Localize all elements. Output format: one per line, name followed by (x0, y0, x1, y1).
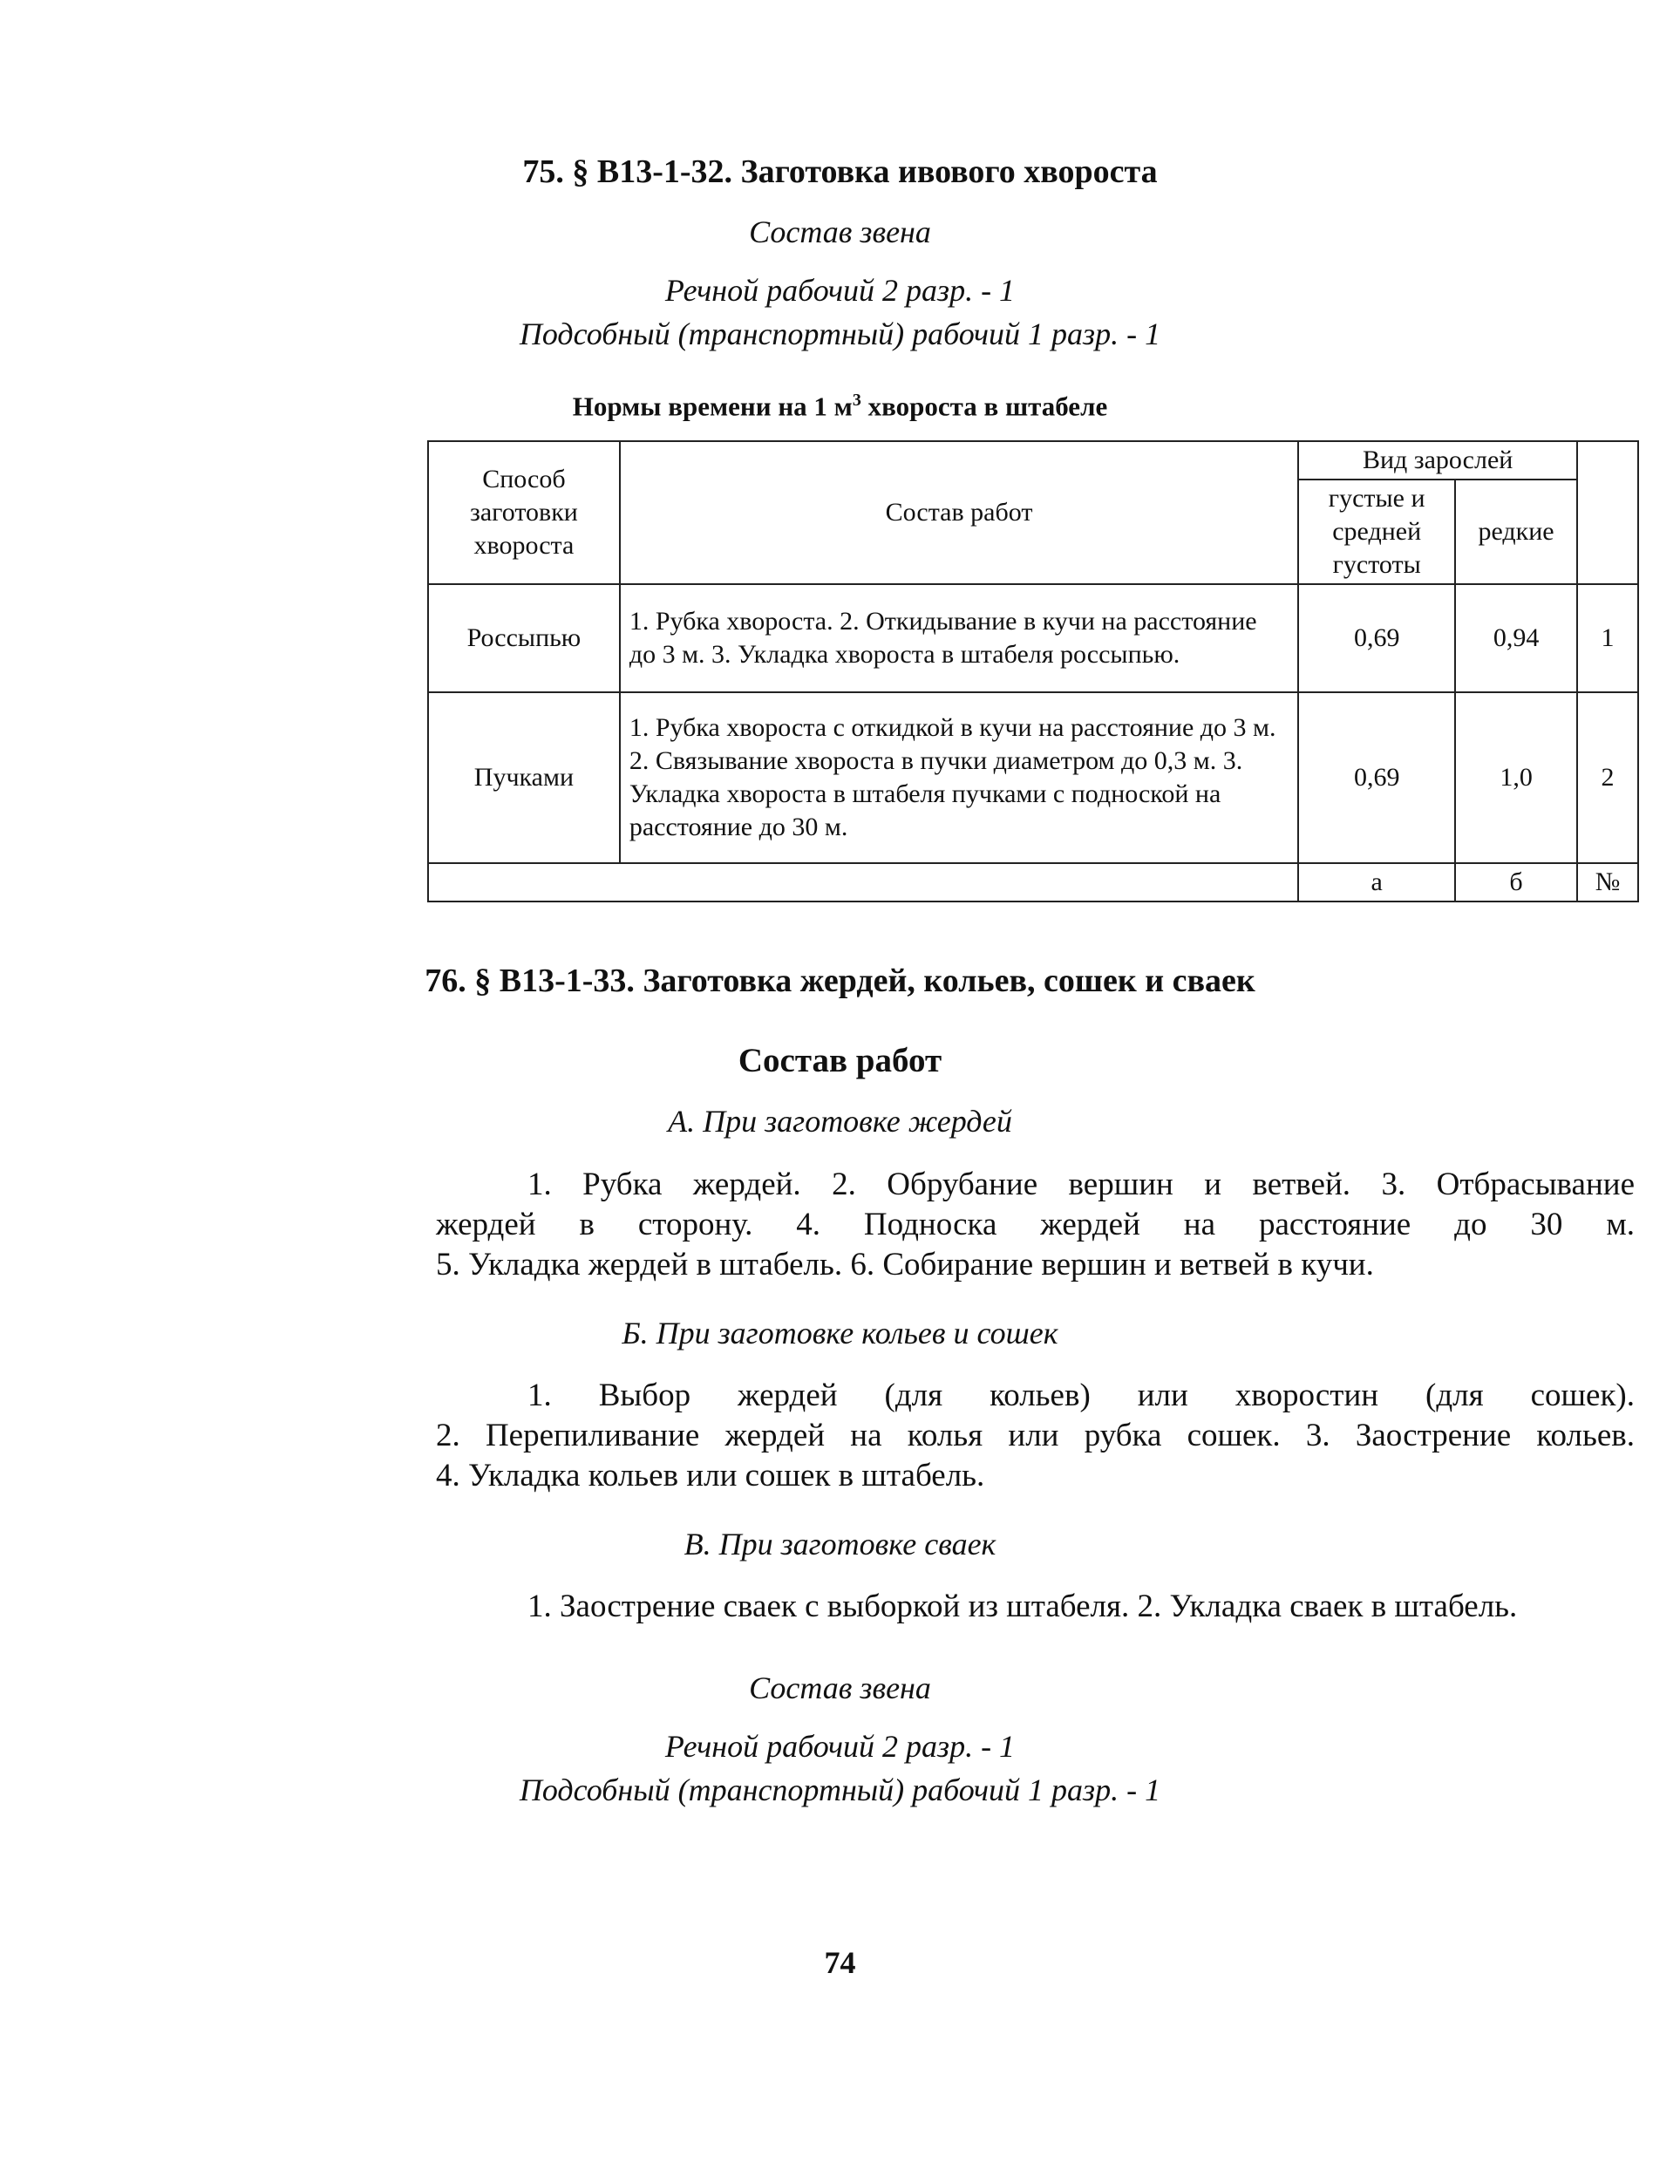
part-b-title: Б. При заготовке кольев и сошек (622, 1316, 1058, 1351)
footer-empty (428, 863, 1298, 901)
header-method: Способ заготовки хвороста (428, 441, 620, 584)
part-a-title: А. При заготовке жердей (668, 1104, 1012, 1139)
table-caption-sup: 3 (852, 391, 861, 410)
row-method: Пучками (428, 692, 620, 863)
section-75-crew-list (0, 269, 1680, 356)
header-dense: густые и средней густоты (1298, 480, 1455, 584)
header-sparse: редкие (1455, 480, 1577, 584)
footer-col-b: б (1455, 863, 1577, 901)
part-b-line: 2. Перепиливание жердей на колья или рубка сошек. 3. Заострение кольев. (436, 1418, 1635, 1453)
row-sparse: 0,94 (1455, 584, 1577, 692)
table-caption (0, 391, 1680, 422)
row-method: Россыпью (428, 584, 620, 692)
row-sparse: 1,0 (1455, 692, 1577, 863)
row-num: 2 (1577, 692, 1638, 863)
header-empty (1577, 441, 1638, 584)
section-75-heading: 75. § В13-1-32. Заготовка ивового хвороста (522, 153, 1158, 190)
footer-col-num: № (1577, 863, 1638, 901)
part-a-line: жердей в сторону. 4. Подноска жердей на расстояние до 30 м. (436, 1207, 1635, 1242)
row-work: 1. Рубка хвороста. 2. Откидывание в кучи на расстояние до 3 м. 3. Укладка хвороста в штабеля россыпью. (620, 584, 1298, 692)
part-c-title: В. При заготовке сваек (684, 1527, 996, 1561)
table-caption-post: хвороста в штабеле (860, 391, 1108, 422)
row-dense: 0,69 (1298, 584, 1455, 692)
table-caption-pre: Нормы времени на 1 м (572, 391, 853, 422)
section-76-crew-list (0, 1725, 1680, 1812)
section-75-crew-title: Состав звена (749, 214, 931, 249)
section-76-crew-title: Состав звена (749, 1670, 931, 1705)
section-76-heading: 76. § В13-1-33. Заготовка жердей, кольев, сошек и сваек (425, 963, 1255, 999)
table-footer-row (428, 863, 1638, 901)
norms-table (427, 440, 1639, 902)
row-work: 1. Рубка хвороста с откидкой в кучи на расстояние до 3 м. 2. Связывание хвороста в пучки диаметром до 0,3 м. 3. Укладка хвороста в штабеля пучками с подноской на расстояние до 30 м. (620, 692, 1298, 863)
footer-col-a: а (1298, 863, 1455, 901)
part-a-text (436, 1165, 1635, 1285)
page-number: 74 (824, 1945, 856, 1980)
header-work: Состав работ (620, 441, 1298, 584)
table-row (428, 692, 1638, 863)
work-composition-title: Состав работ (738, 1042, 942, 1079)
crew-member: Подсобный (транспортный) рабочий 1 разр. - 1 (519, 1772, 1161, 1807)
part-a-line: 1. Рубка жердей. 2. Обрубание вершин и ветвей. 3. Отбрасывание (527, 1167, 1635, 1202)
table-row (428, 584, 1638, 692)
crew-member: Подсобный (транспортный) рабочий 1 разр. - 1 (519, 316, 1161, 351)
part-a-line: 5. Укладка жердей в штабель. 6. Собирание вершин и ветвей в кучи. (436, 1247, 1374, 1283)
header-vegetation: Вид зарослей (1298, 441, 1577, 480)
part-b-line: 4. Укладка кольев или сошек в штабель. (436, 1458, 985, 1493)
row-dense: 0,69 (1298, 692, 1455, 863)
crew-member: Речной рабочий 2 разр. - 1 (664, 273, 1016, 308)
part-c-line: 1. Заострение сваек с выборкой из штабеля. 2. Укладка сваек в штабель. (527, 1589, 1518, 1624)
part-b-line: 1. Выбор жердей (для кольев) или хворостин (для сошек). (527, 1378, 1635, 1413)
part-c-text (436, 1587, 1635, 1627)
part-b-text (436, 1376, 1635, 1496)
row-num: 1 (1577, 584, 1638, 692)
crew-member: Речной рабочий 2 разр. - 1 (664, 1729, 1016, 1764)
